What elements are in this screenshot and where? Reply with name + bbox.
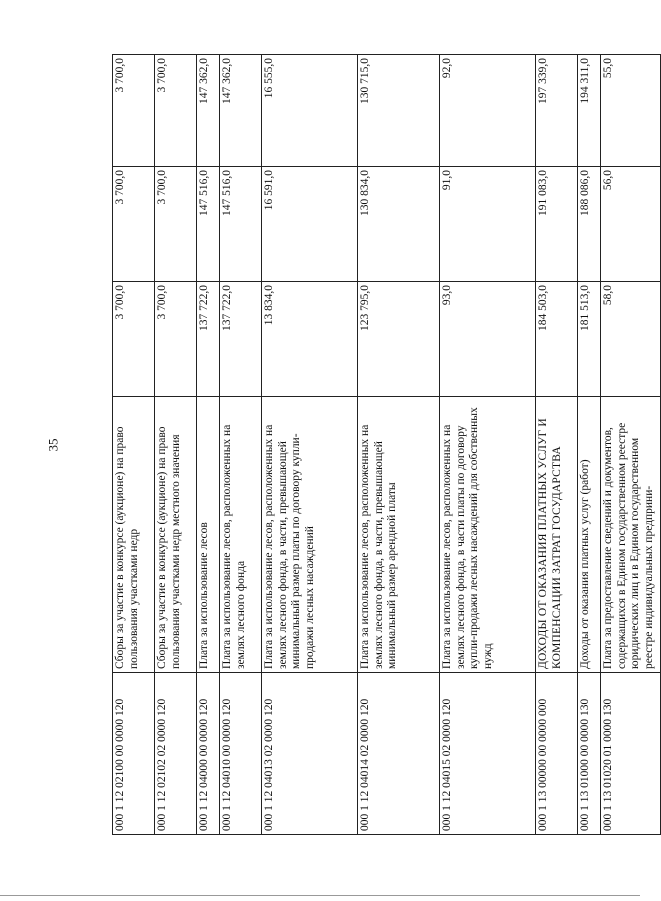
table-row <box>113 55 155 835</box>
code-cell: 000 1 12 04014 02 0000 120 <box>358 673 440 835</box>
value-cell-3: 3 700,0 <box>155 55 197 167</box>
budget-table-frame <box>112 55 655 835</box>
value-cell-1: 3 700,0 <box>113 282 155 397</box>
code-cell: 000 1 12 02102 02 0000 120 <box>155 673 197 835</box>
table-row <box>440 55 536 835</box>
budget-table <box>112 54 661 835</box>
table-row <box>220 55 262 835</box>
value-cell-3: 197 339,0 <box>536 55 578 167</box>
value-cell-2: 3 700,0 <box>113 167 155 282</box>
name-cell: Плата за использование лесов <box>197 397 220 673</box>
budget-table-body <box>113 55 661 835</box>
table-row <box>155 55 197 835</box>
code-cell: 000 1 12 04013 02 0000 120 <box>262 673 358 835</box>
value-cell-3: 3 700,0 <box>113 55 155 167</box>
value-cell-3: 92,0 <box>440 55 536 167</box>
table-row <box>262 55 358 835</box>
value-cell-3: 147 362,0 <box>197 55 220 167</box>
value-cell-2: 147 516,0 <box>197 167 220 282</box>
value-cell-1: 58,0 <box>601 282 661 397</box>
value-cell-3: 55,0 <box>601 55 661 167</box>
table-row <box>578 55 601 835</box>
value-cell-2: 91,0 <box>440 167 536 282</box>
value-cell-2: 16 591,0 <box>262 167 358 282</box>
value-cell-1: 93,0 <box>440 282 536 397</box>
page-bottom-rule <box>0 895 640 896</box>
value-cell-3: 16 555,0 <box>262 55 358 167</box>
name-cell: Плата за использование лесов, расположенных на землях лесного фонда, в части платы по договору купли-продажи лесных насаждений для собственных нужд <box>440 397 536 673</box>
value-cell-2: 191 083,0 <box>536 167 578 282</box>
value-cell-1: 13 834,0 <box>262 282 358 397</box>
value-cell-2: 188 086,0 <box>578 167 601 282</box>
value-cell-2: 147 516,0 <box>220 167 262 282</box>
table-row <box>536 55 578 835</box>
value-cell-2: 56,0 <box>601 167 661 282</box>
page-number: 35 <box>45 438 61 452</box>
table-row <box>358 55 440 835</box>
value-cell-2: 130 834,0 <box>358 167 440 282</box>
name-cell: Плата за предоставление сведений и документов, содержащихся в Едином государственном реестре юридических лиц и в Едином государственном реестре индивидуальных предприни- <box>601 397 661 673</box>
code-cell: 000 1 12 02100 00 0000 120 <box>113 673 155 835</box>
value-cell-1: 3 700,0 <box>155 282 197 397</box>
code-cell: 000 1 13 01000 00 0000 130 <box>578 673 601 835</box>
value-cell-3: 194 311,0 <box>578 55 601 167</box>
name-cell: Плата за использование лесов, расположенных на землях лесного фонда <box>220 397 262 673</box>
value-cell-2: 3 700,0 <box>155 167 197 282</box>
name-cell: Плата за использование лесов, расположенных на землях лесного фонда, в части, превышающей минимальный размер платы по договору купли-продажи лесных насаждений <box>262 397 358 673</box>
code-cell: 000 1 12 04010 00 0000 120 <box>220 673 262 835</box>
code-cell: 000 1 12 04015 02 0000 120 <box>440 673 536 835</box>
value-cell-3: 130 715,0 <box>358 55 440 167</box>
code-cell: 000 1 13 01020 01 0000 130 <box>601 673 661 835</box>
table-row <box>601 55 661 835</box>
name-cell: Плата за использование лесов, расположенных на землях лесного фонда, в части, превышающей минимальный размер арендной платы <box>358 397 440 673</box>
value-cell-3: 147 362,0 <box>220 55 262 167</box>
value-cell-1: 184 503,0 <box>536 282 578 397</box>
code-cell: 000 1 12 04000 00 0000 120 <box>197 673 220 835</box>
value-cell-1: 137 722,0 <box>197 282 220 397</box>
table-row <box>197 55 220 835</box>
name-cell: Сборы за участие в конкурсе (аукционе) на право пользования участками недр местного значения <box>155 397 197 673</box>
value-cell-1: 137 722,0 <box>220 282 262 397</box>
name-cell: Сборы за участие в конкурсе (аукционе) на право пользования участками недр <box>113 397 155 673</box>
value-cell-1: 181 513,0 <box>578 282 601 397</box>
name-cell: Доходы от оказания платных услуг (работ) <box>578 397 601 673</box>
value-cell-1: 123 795,0 <box>358 282 440 397</box>
code-cell: 000 1 13 00000 00 0000 000 <box>536 673 578 835</box>
name-cell: ДОХОДЫ ОТ ОКАЗАНИЯ ПЛАТНЫХ УСЛУГ И КОМПЕНСАЦИИ ЗАТРАТ ГОСУДАРСТВА <box>536 397 578 673</box>
rotated-table-container <box>112 55 655 835</box>
